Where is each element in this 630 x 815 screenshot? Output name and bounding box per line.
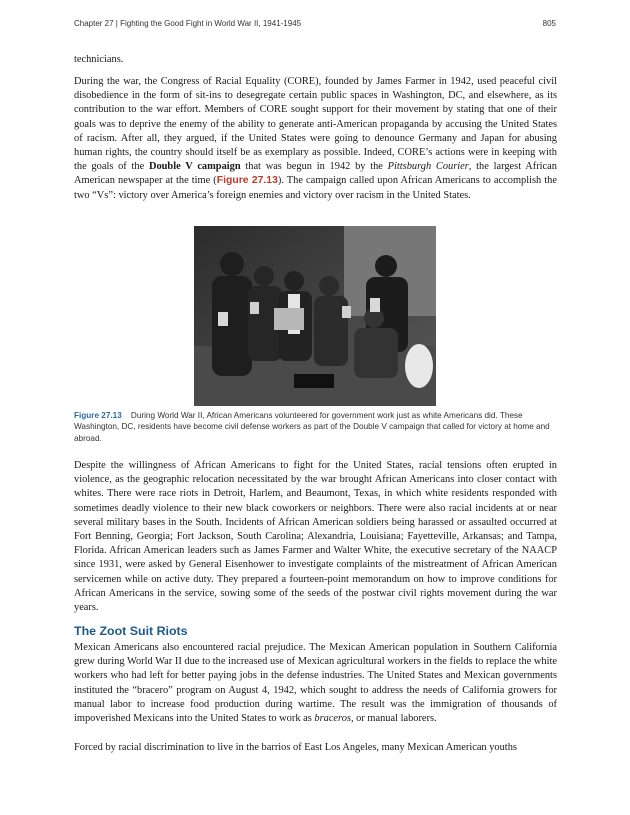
- term-braceros: braceros: [314, 713, 351, 725]
- text-run: Mexican Americans also encountered racial prejudice. The Mexican American population in Southern California grew during World War II due to the increased use of Mexican agricultural workers in the fields to replace the white workers who had left for better paying jobs in the defense industries. The United States and Mexican governments instituted the “bracero” program on August 4, 1942, which sought to address the needs of California growers for manual labor to increase food production during wartime. The result was the immigration of thousands of impoverished Mexicans into the United States to work as: [74, 642, 557, 725]
- text-run: During the war, the Congress of Racial Equality (CORE), founded by James Farmer in 1942, used peaceful civil disobedience in the form of sit-ins to desegregate certain public spaces in Washington, DC, and elsewhere, as its contribution to the war effort. Members of CORE sought support for their movement by stating that one of their goals was to deprive the enemy of the ability to generate anti-American propaganda by accusing the United States of racism. After all, they argued, if the United States were going to denounce Germany and Japan for abusing human rights, the country should itself be as exemplary as possible. Indeed, CORE’s actions were in keeping with the goals of the: [74, 76, 557, 173]
- section-heading: The Zoot Suit Riots: [74, 624, 188, 638]
- civil-defense-workers-photo: [194, 226, 436, 406]
- text-run: that was begun in 1942 by the: [240, 161, 388, 173]
- figure-reference-link[interactable]: Figure 27.13: [216, 175, 278, 187]
- paragraph-text: technicians.: [74, 54, 124, 65]
- figure-photo: [194, 226, 436, 406]
- paragraph-core: [74, 75, 557, 203]
- paragraph-despite: [74, 459, 557, 615]
- paragraph-forced: [74, 741, 557, 755]
- newspaper-title: Pittsburgh Courier: [387, 161, 469, 173]
- text-run: , the largest African American newspaper at the time (: [74, 161, 557, 187]
- text-run: , or manual laborers.: [350, 713, 437, 725]
- text-run: ). The campaign called upon African Americans to accomplish the two “Vs”: victory over America’s foreign enemies and victory over racism in the United States.: [74, 175, 557, 201]
- page-number: 805: [542, 19, 556, 28]
- figure-label: Figure 27.13: [74, 411, 122, 420]
- paragraph-mexican-americans: [74, 641, 557, 726]
- key-term-double-v[interactable]: Double V campaign: [148, 161, 241, 173]
- paragraph-continuation: [74, 53, 557, 67]
- paragraph-text: Despite the willingness of African Americans to fight for the United States, racial tensions often erupted in violence, as the geographic relocation necessitated by the war brought African Americans into closer contact with whites. There were race riots in Detroit, Harlem, and Beaumont, Texas, in which white residents responded with sometimes deadly violence to their new black coworkers or neighbors. There were also racial incidents at or near several military bases in the South. Incidents of African American soldiers being harassed or assaulted occurred at Fort Benning, Georgia; Fort Jackson, South Carolina; Alexandria, Louisiana; Fayetteville, Arkansas; and Tampa, Florida. African American leaders such as James Farmer and Walter White, the executive secretary of the NAACP since 1931, were asked by General Eisenhower to investigate complaints of the mistreatment of African American servicemen while on active duty. They prepared a fourteen-point memorandum on how to improve conditions for African Americans in the service, sowing some of the seeds of the postwar civil rights movement during the war years.: [74, 460, 557, 614]
- figure-caption: [74, 410, 557, 444]
- paragraph-text: Forced by racial discrimination to live in the barrios of East Los Angeles, many Mexican American youths: [74, 742, 517, 753]
- caption-text: During World War II, African Americans volunteered for government work just as white Americans did. These Washington, DC, residents have become civil defense workers as part of the Double V campaign that called for victory at home and abroad.: [74, 411, 550, 443]
- running-header: [74, 19, 556, 33]
- chapter-title: Chapter 27 | Fighting the Good Fight in World War II, 1941-1945: [74, 19, 302, 28]
